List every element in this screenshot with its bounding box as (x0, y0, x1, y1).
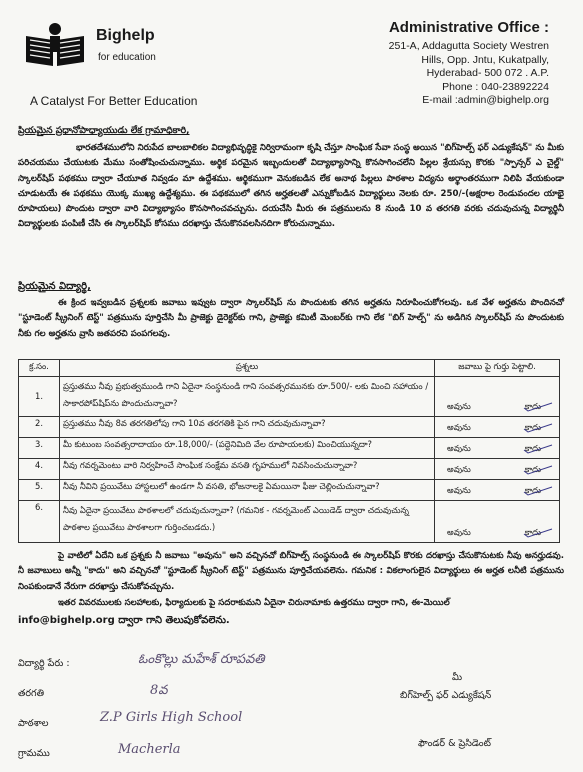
bighelp-logo-icon (24, 22, 86, 68)
checkmark-icon (523, 486, 553, 496)
checkmark-icon (523, 423, 553, 433)
village-value[interactable]: Macherla (118, 742, 181, 757)
row-question: నీవు ఏదైనా ప్రయివేటు పాఠశాలలో చదువుచున్నావా? (గమనిక - గవర్నమెంట్ ఎయిడెడ్ ద్వారా చదువుచున్న పాఠశాల ప్రయివేటు పాఠశాలగా గుర్తించబడదు.) (60, 501, 435, 543)
address-line: Hyderabad- 500 072 . A.P. (426, 67, 549, 79)
row-number: 6. (19, 501, 60, 543)
class-label: తరగతి (18, 688, 44, 699)
table-header-row (19, 360, 560, 377)
intro-paragraph: భారతదేశములోని నిరుపేద బాలబాలికల విద్యాభివృద్ధికై నిర్విరామంగా కృషి చేస్తూ సాంఘిక సేవా సంస్థ అయిన "బిగ్‌హెల్ప్ ఫర్ ఎడ్యుకేషన్" ను మీకు పరిచయము చేయుటకు మేము సంతోషించుచున్నాము. అర్థిక పరమైన ఇబ్బందులతో విద్యాభ్యాసాన్ని కొనసాగించలేని పిల్లల శ్రేయస్సు కొరకు "స్పాన్సర్ ఎ చైల్డ్" స్కాలర్‌షిప్ పథకము ద్వారా చేయూత నివ్వడం మా ఉద్దేశము. ఆర్థికముగా వెనుకబడిన లేక అనాథ పిల్లలు పాఠశాల విద్యను అర్థాంతరముగా నిలిపి వేయకుండా చూడుటయే ఈ పథకము యొక్క ముఖ్య ఉద్దేశ్యము. ఈ పథకములో తగిన అర్హతలతో ఎన్నుకోబడిన విద్యార్థులు నెలకు రూ. 250/-(అక్షరాల రెండువందల యాభై రూపాయలు) పొందుట ద్వారా వారి విద్యాభ్యాసం కొనసాగించవచ్చును. దయచేసి మీరు ఈ పత్రములను 8 నుండి 10 వ తరగతి వరకు చదువుచున్న విద్యార్థినీ విద్యార్థులకు పంపిణీ చేసి ఈ స్కాలర్‌షిప్ కోసము దరఖాస్తు చేసుకొనవలసినదిగా కోరుచున్నాము. (18, 143, 564, 230)
table-row (19, 480, 560, 501)
yes-option[interactable]: అవును (447, 422, 471, 432)
village-label: గ్రామము (18, 748, 50, 759)
brand-subtitle: for education (98, 52, 156, 63)
col-header-answer: జవాబు పై గుర్తు పెట్టాలి. (435, 360, 560, 377)
address-line: Hills, Opp. Jntu, Kukatpally, (421, 53, 549, 66)
row-number: 3. (19, 438, 60, 459)
yes-option[interactable]: అవును (447, 401, 471, 411)
checkmark-icon (523, 402, 553, 412)
answer-cell[interactable] (435, 480, 560, 501)
row-number: 5. (19, 480, 60, 501)
no-option[interactable]: కాదు (524, 443, 541, 453)
yes-option[interactable]: అవును (447, 443, 471, 453)
no-option[interactable]: కాదు (524, 485, 541, 495)
answer-cell[interactable] (435, 501, 560, 543)
row-number: 1. (19, 377, 60, 417)
table-row (19, 417, 560, 438)
contact-paragraph: ఇతర వివరములకు సలహాలకు, ఫిర్యాదులకు పై సదరాకుమని ఏదైనా చిరునామాకు ఉత్తరము ద్వారా గాని, ఈ-మెయిల్ (58, 598, 450, 608)
office-address (329, 40, 549, 108)
salutation: ప్రియమైన ప్రధానోపాధ్యాయుడు లేక గ్రామాధికారి, (18, 125, 190, 136)
address-line: 251-A, Addagutta Society Westren (388, 40, 549, 52)
yes-option[interactable]: అవును (447, 485, 471, 495)
yes-option[interactable]: అవును (447, 464, 471, 474)
phone-line: Phone : 040-23892224 (442, 80, 549, 93)
no-option[interactable]: కాదు (524, 401, 541, 411)
school-value[interactable]: Z.P Girls High School (100, 710, 243, 725)
student-paragraph: ఈ క్రింద ఇవ్వబడిన ప్రశ్నలకు జవాబు ఇవ్వుట ద్వారా స్కాలర్‌షిప్ ను పొందుటకు తగిన అర్హతను నిరూపించుకోగలవు. ఒక వేళ అర్హతను పొందినచో "స్టూడెంట్ స్క్రీనింగ్ టెస్ట్" పత్రమును పూర్తిచేసి మీ ప్రాజెక్టు డైరెక్టర్‌కు గాని, ప్రాజెక్టు కమిటీ మెంబర్‌కు గాని లేక "బిగ్ హెల్ప్" ను అడిగిన స్కాలర్‌షిప్ ను పొందుటకు నీకు గల అర్హతను వ్రాసి జతపరచి పంపగలవు. (18, 298, 564, 339)
col-header-questions: ప్రశ్నలు (60, 360, 435, 377)
checkmark-icon (523, 528, 553, 538)
no-option[interactable]: కాదు (524, 422, 541, 432)
catalyst-tagline: A Catalyst For Better Education (30, 94, 198, 108)
eligibility-note-paragraph: పై వాటిలో ఏదేని ఒక ప్రశ్నకు నీ జవాబు "అవును" అని వచ్చినచో బిగ్‌హెల్ప్ సంస్థనుండి ఈ స్కాలర్‌షిప్ కొరకు దరఖాస్తు చేసుకొనుటకు నీవు అనర్హుడవు. నీ జవాబులు అన్నీ "కాదు" అని వచ్చినచో "స్టూడెంట్ స్క్రీనింగ్ టెస్ట్" పత్రమును పూర్తిచేయవలెను. గమనిక : వికలాంగులైన విద్యార్థులు ఈ అర్హత లనీటి పత్రమును నింపకుండానే నేరుగా దరఖాస్తు చేసుకోవచ్చును. (18, 551, 564, 592)
email-line: E-mail :admin@bighelp.org (422, 94, 549, 106)
no-option[interactable]: కాదు (524, 464, 541, 474)
table-row (19, 377, 560, 417)
row-question: నీవు నీవిని ప్రయివేటు హాస్టలులో ఉండగా నీ వసతి, భోజనాలకై ఏమయినా ఫీజు చెల్లించుచున్నావా? (60, 480, 435, 501)
row-question: మీ కుటుంబ సంవత్సరాదాయం రూ.18,000/- (పద్దెనిమిది వేల రూపాయలకు) మించియున్నదా? (60, 438, 435, 459)
student-name-value[interactable]: ఓంకొల్లు మహేశ్ రూపవతి (138, 652, 265, 667)
student-salutation: ప్రియమైన విద్యార్థి, (18, 281, 91, 292)
answer-cell[interactable] (435, 417, 560, 438)
row-question: ప్రస్తుతము నీవు ప్రభుత్వముండి గాని ఏదైనా సంస్థనుండి గాని సంవత్సరమునకు రూ.500/- లకు మించి సహాయం / సాకారపోప్‌షిప్‌ను పొందుచున్నావా? (60, 377, 435, 417)
eligibility-table (18, 359, 560, 543)
answer-cell[interactable] (435, 438, 560, 459)
row-question: నీవు గవర్నమెంటు వారి నిర్వహించే సాంఘిక సంక్షేమ వసతి గృహములో నివసించుచున్నావా? (60, 459, 435, 480)
row-question: ప్రస్తుతము నీవు 8వ తరగతిలోపు గాని 10వ తరగతికి పైన గాని చదువుచున్నావా? (60, 417, 435, 438)
office-title: Administrative Office : (388, 19, 549, 36)
row-number: 4. (19, 459, 60, 480)
table-row (19, 459, 560, 480)
col-header-number: క్ర.సం. (19, 360, 60, 377)
answer-cell[interactable] (435, 377, 560, 417)
signature-org: బిగ్‌హెల్ప్ ఫర్ ఎడ్యుకేషన్ (400, 690, 492, 701)
yes-option[interactable]: అవును (447, 527, 471, 537)
checkmark-icon (523, 465, 553, 475)
school-label: పాఠశాల (18, 718, 49, 729)
student-name-label: విద్యార్థి పేరు : (18, 658, 70, 669)
checkmark-icon (523, 444, 553, 454)
table-row (19, 501, 560, 543)
class-value[interactable]: 8వ (150, 683, 168, 698)
row-number: 2. (19, 417, 60, 438)
answer-cell[interactable] (435, 459, 560, 480)
table-row (19, 438, 560, 459)
contact-email-line: info@bighelp.org ద్వారా గాని తెలుపుకోవలెను. (18, 615, 230, 626)
signature-title: ఫౌండర్ & ప్రెసిడెంట్ (418, 738, 491, 749)
brand-name: Bighelp (96, 27, 155, 44)
signature-line-you: మీ (452, 672, 463, 683)
no-option[interactable]: కాదు (524, 527, 541, 537)
